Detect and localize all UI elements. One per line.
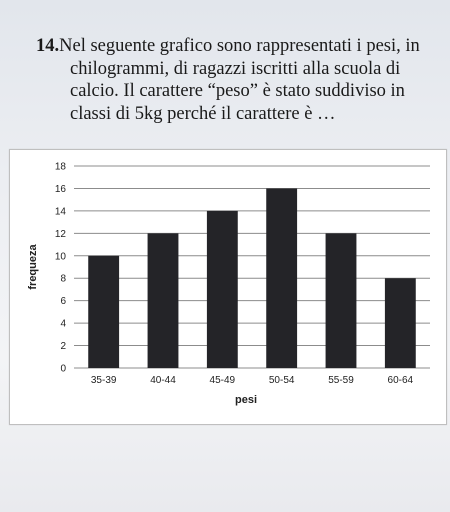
question-text-block <box>36 35 441 125</box>
question-body <box>36 35 441 125</box>
y-tick-label: 10 <box>54 251 66 263</box>
bar-60-64 <box>385 278 416 368</box>
chart-frame <box>9 149 447 425</box>
question-number: 14. <box>36 36 60 56</box>
bar-50-54 <box>266 188 297 368</box>
y-axis-label: frequeza <box>27 244 39 290</box>
y-tick-label: 4 <box>60 318 66 330</box>
bar-chart <box>10 150 446 424</box>
y-tick-label: 0 <box>60 363 66 375</box>
question-text: Nel seguente grafico sono rappresentati i pesi, in chilogrammi, di ragazzi iscritti alla scuola di calcio. Il carattere “peso” è stato suddiviso in classi di 5kg perché il carattere è … <box>59 36 420 124</box>
y-tick-labels <box>55 162 67 375</box>
y-tick-label: 6 <box>60 296 66 308</box>
y-tick-label: 14 <box>54 206 66 218</box>
x-tick-label: 40-44 <box>150 375 176 386</box>
x-tick-labels <box>91 375 414 386</box>
y-tick-label: 12 <box>54 228 66 240</box>
x-tick-label: 45-49 <box>209 375 236 386</box>
y-tick-label: 8 <box>60 273 66 285</box>
y-tick-label: 2 <box>60 341 66 353</box>
bar-40-44 <box>148 233 179 368</box>
x-tick-label: 60-64 <box>387 375 414 386</box>
bar-45-49 <box>207 211 238 368</box>
x-tick-label: 50-54 <box>268 375 295 386</box>
grid-lines <box>74 166 430 368</box>
bar-55-59 <box>326 233 357 368</box>
x-tick-label: 55-59 <box>328 375 354 386</box>
y-tick-label: 18 <box>54 161 66 173</box>
x-axis-label: pesi <box>234 394 258 406</box>
x-tick-label: 35-39 <box>90 375 117 386</box>
bar-35-39 <box>88 256 119 368</box>
y-tick-label: 16 <box>54 183 66 195</box>
